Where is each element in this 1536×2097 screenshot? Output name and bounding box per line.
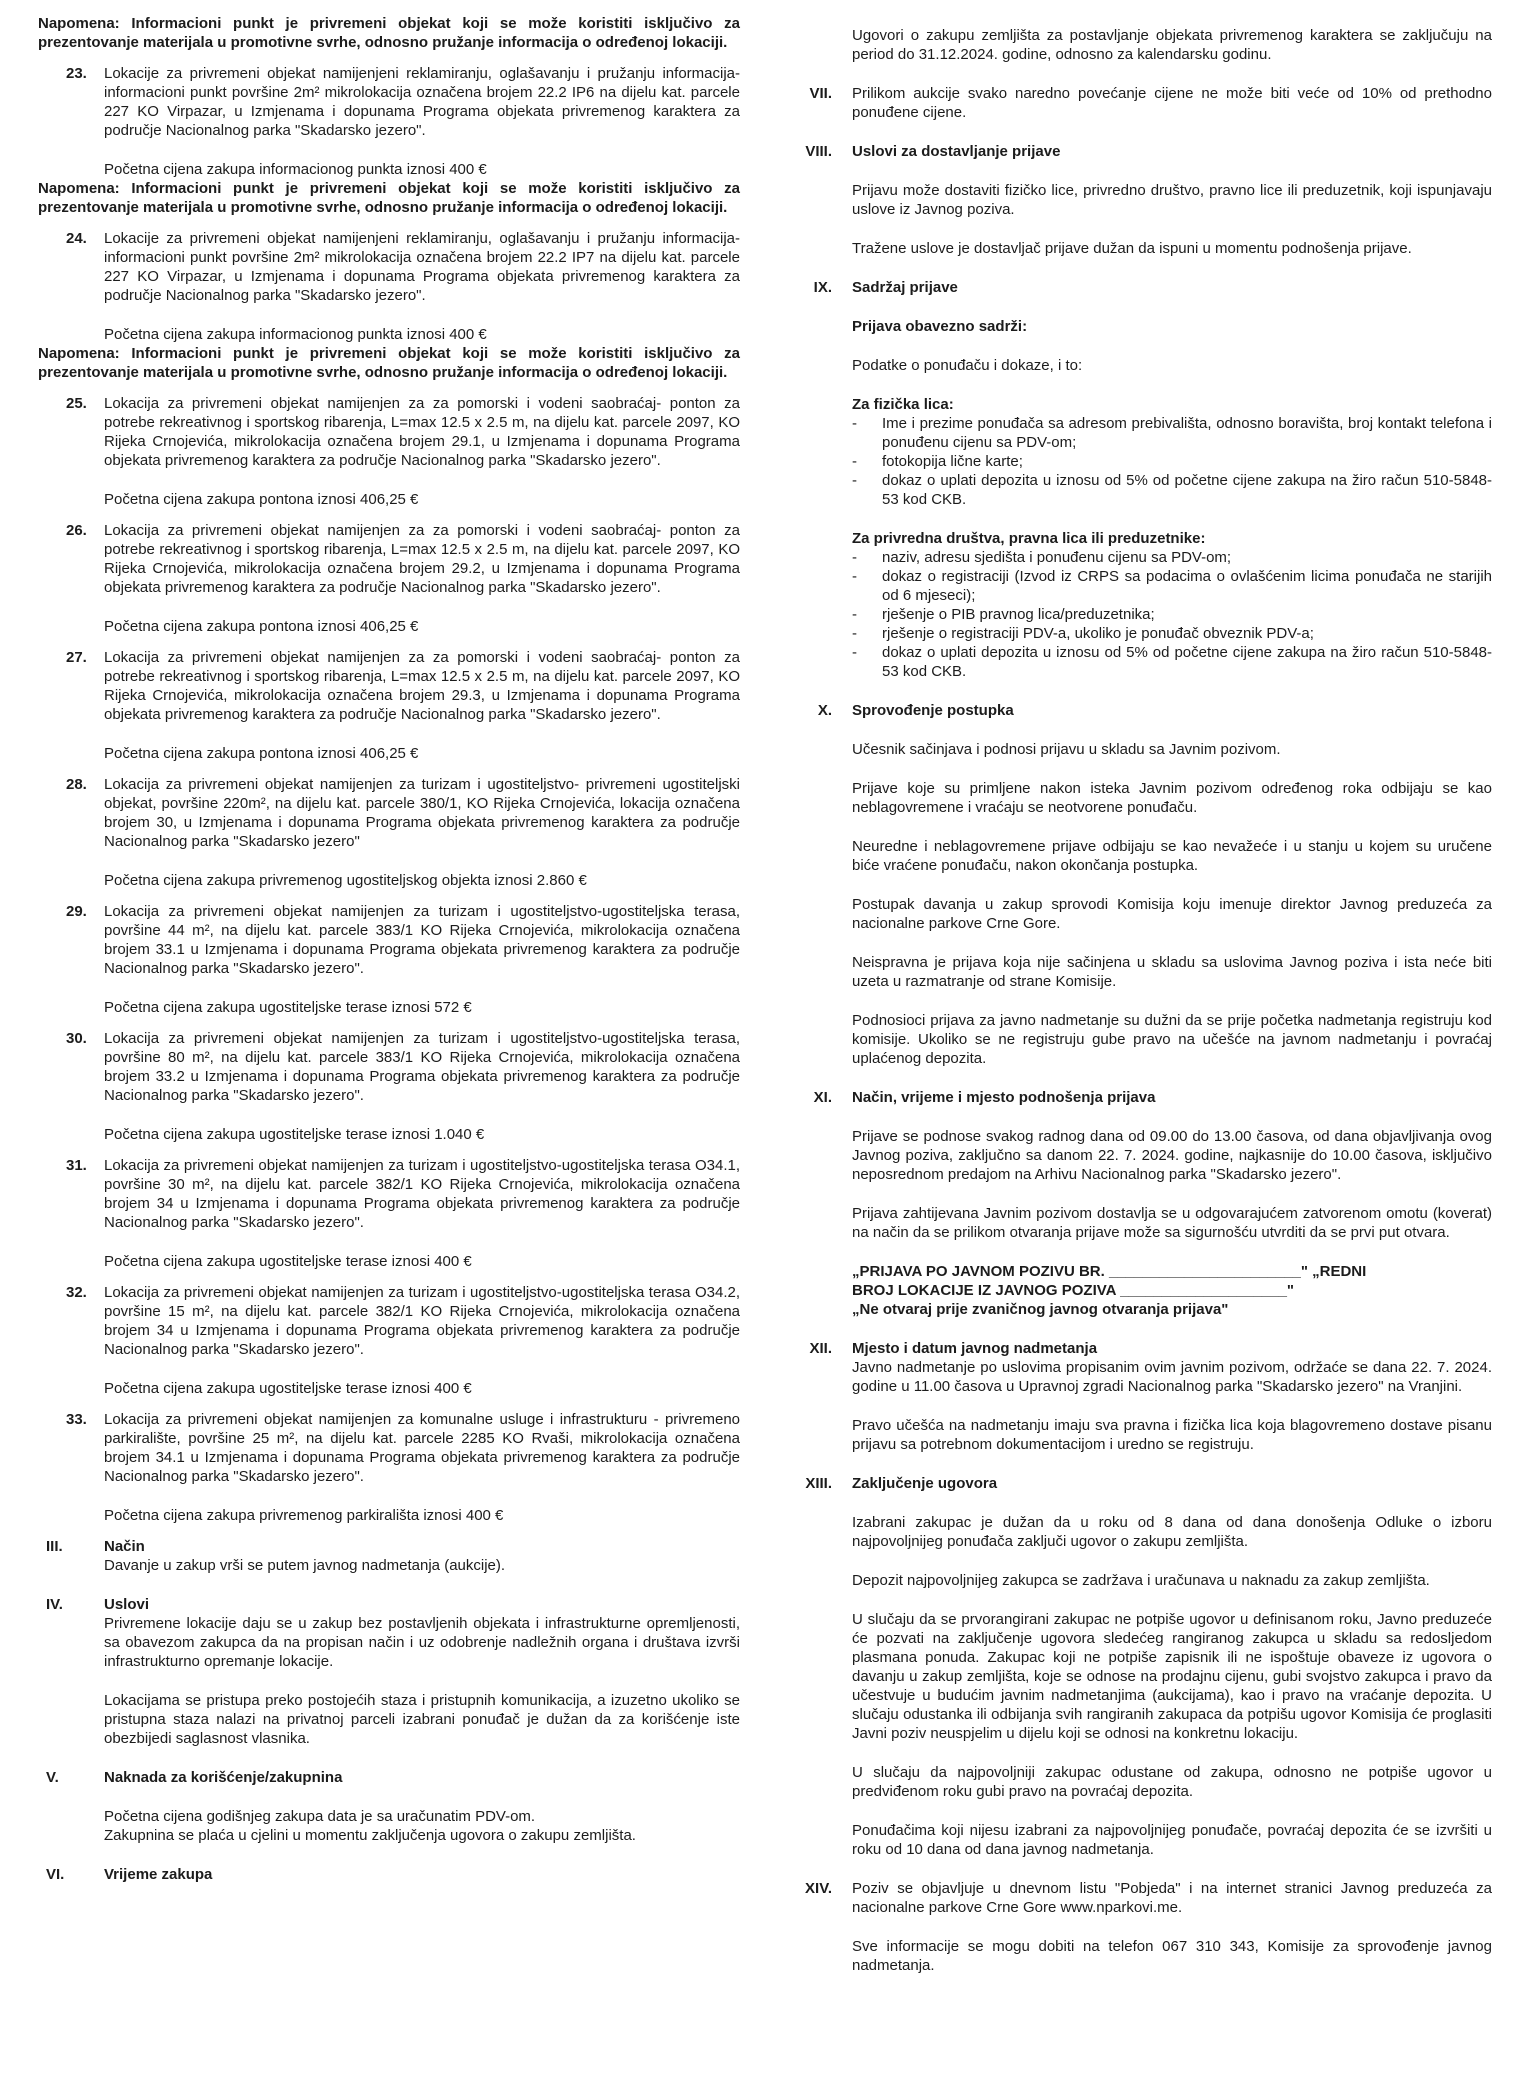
paragraph-group [852, 720, 1492, 1068]
section-number: XIII. [805, 1475, 832, 1492]
lease-item [38, 902, 740, 978]
item-description: Lokacija za privremeni objekat namijenjen za za pomorski i vodeni saobraćaj- ponton za potrebe rekreativnog i sportskog ribarenja, L=max 12.5 x 2.5 m, na dijelu kat. parcele 2097, KO Rijeka Crnojevića, mikrolokacija označena brojem 29.1, u Izmjenama i dopunama Programa objekata privremenog karaktera za područje Nacionalnog parka "Skadarsko jezero". [104, 395, 740, 469]
section-number: VII. [809, 85, 832, 102]
section-xii [780, 1339, 1492, 1454]
subsection-title: Za fizička lica: [852, 396, 954, 413]
item-description: Lokacije za privremeni objekat namijenjeni reklamiranju, oglašavanju i pružanju informacija-informacioni punkt površine 2m² mikrolokacija označena brojem 22.2 IP6 na dijelu kat. parcele 227 KO Virpazar, u Izmjenama i dopunama Programa objekata privremenog karaktera za područje Nacionalnog parka "Skadarsko jezero". [104, 65, 740, 139]
item-description: Lokacija za privremeni objekat namijenjen za turizam i ugostiteljstvo-ugostiteljska terasa O34.2, površine 15 m², na dijelu kat. parcele 382/1 KO Rijeka Crnojevića, mikrolokacija označena brojem 34 u Izmjenama i dopunama Programa objekata privremenog karaktera za područje Nacionalnog parka "Skadarsko jezero". [104, 1284, 740, 1358]
item-description: Lokacija za privremeni objekat namijenjen za turizam i ugostiteljstvo-ugostiteljska terasa, površine 80 m², na dijelu kat. parcele 383/1 KO Rijeka Crnojevića, mikrolokacija označena brojem 33.2 u Izmjenama i dopunama Programa objekata privremenog karaktera za područje Nacionalnog parka "Skadarsko jezero". [104, 1030, 740, 1104]
section-title: Mjesto i datum javnog nadmetanja [852, 1340, 1098, 1357]
paragraph: Postupak davanja u zakup sprovodi Komisija koju imenuje direktor Javnog preduzeća za nacionalne parkove Crne Gore. [852, 896, 1492, 932]
item-description: Lokacija za privremeni objekat namijenjen za za pomorski i vodeni saobraćaj- ponton za potrebe rekreativnog i sportskog ribarenja, L=max 12.5 x 2.5 m, na dijelu kat. parcele 2097, KO Rijeka Crnojevića, mikrolokacija označena brojem 29.3, u Izmjenama i dopunama Programa objekata privremenog karaktera za područje Nacionalnog parka "Skadarsko jezero". [104, 649, 740, 723]
item-number: 33. [66, 1411, 87, 1428]
item-number: 32. [66, 1284, 87, 1301]
item-description: Lokacija za privremeni objekat namijenjen za komunalne usluge i infrastrukturu - privremeno parkiralište, površine 25 m², na dijelu kat. parcele 2285 KO Rvaši, mikrolokacija označena brojem 34.1 u Izmjenama i dopunama Programa objekata privremenog karaktera za područje Nacionalnog parka "Skadarsko jezero". [104, 1411, 740, 1485]
section-title: Uslovi [104, 1596, 150, 1613]
right-column [780, 14, 1492, 1975]
item-description: Lokacija za privremeni objekat namijenjen za za pomorski i vodeni saobraćaj- ponton za potrebe rekreativnog i sportskog ribarenja, L=max 12.5 x 2.5 m, na dijelu kat. parcele 2097, KO Rijeka Crnojevića, mikrolokacija označena brojem 29.2, u Izmjenama i dopunama Programa objekata privremenog karaktera za područje Nacionalnog parka "Skadarsko jezero". [104, 522, 740, 596]
section-xi [780, 1088, 1492, 1319]
section-vi [38, 1865, 740, 1884]
starting-price: Početna cijena zakupa pontona iznosi 406,25 € [104, 491, 419, 508]
section-number: IX. [813, 279, 832, 296]
paragraph: Učesnik sačinjava i podnosi prijavu u skladu sa Javnim pozivom. [852, 741, 1281, 758]
envelope-label-line: „Ne otvaraj prije zvaničnog javnog otvaranja prijava" [852, 1301, 1229, 1318]
section-iv [38, 1595, 740, 1748]
lease-item [38, 394, 740, 470]
starting-price: Početna cijena zakupa ugostiteljske terase iznosi 400 € [104, 1253, 472, 1270]
starting-price: Početna cijena zakupa pontona iznosi 406,25 € [104, 745, 419, 762]
section-number: V. [46, 1769, 59, 1786]
section-number: X. [817, 702, 832, 719]
item-description: Lokacija za privremeni objekat namijenjen za turizam i ugostiteljstvo- privremeni ugostiteljski objekat, površine 220m², na dijelu kat. parcele 380/1, KO Rijeka Crnojevića, lokacija označena brojem 30, u Izmjenama i dopunama Programa objekata privremenog karaktera za područje Nacionalnog parka "Skadarsko jezero" [104, 776, 740, 850]
starting-price: Početna cijena zakupa ugostiteljske terase iznosi 400 € [104, 1380, 472, 1397]
paragraph: Prijave koje su primljene nakon isteka Javnim pozivom određenog roka odbijaju se kao neblagovremene i vraćaju se neotvorene ponuđaču. [852, 780, 1492, 816]
paragraph: Početna cijena godišnjeg zakupa data je sa uračunatim PDV-om. [104, 1808, 536, 1825]
item-description: Lokacija za privremeni objekat namijenjen za turizam i ugostiteljstvo-ugostiteljska terasa, površine 44 m², na dijelu kat. parcele 383/1 KO Rijeka Crnojevića, mikrolokacija označena brojem 33.1 u Izmjenama i dopunama Programa objekata privremenog karaktera za područje Nacionalnog parka "Skadarsko jezero". [104, 903, 740, 977]
section-vii [780, 84, 1492, 122]
section-title: Zaključenje ugovora [852, 1475, 998, 1492]
section-number: XI. [813, 1089, 832, 1106]
paragraph: Prijava zahtijevana Javnim pozivom dostavlja se u odgovarajućem zatvorenom omotu (koverat) na način da se prilikom otvaranja prijave može sa sigurnošću utvrditi da se prvi put otvara. [852, 1205, 1492, 1241]
paragraph: Neuredne i neblagovremene prijave odbijaju se kao nevažeće i u stanju u kojem su uručene biće vraćene ponuđaču, nakon okončanja postupka. [852, 838, 1492, 874]
item-number: 31. [66, 1157, 87, 1174]
companies-list [852, 548, 1492, 681]
subsection-title: Prijava obavezno sadrži: [852, 318, 1028, 335]
section-xiv [780, 1879, 1492, 1975]
section-number: XIV. [805, 1880, 832, 1897]
envelope-label-line: BROJ LOKACIJE IZ JAVNOG POZIVA ____________________" [852, 1282, 1295, 1299]
envelope-label-line: „PRIJAVA PO JAVNOM POZIVU BR. _______________________" „REDNI [852, 1263, 1367, 1280]
section-title: Način [104, 1538, 145, 1555]
list-item: - Ime i prezime ponuđača sa adresom prebivališta, odnosno boravišta, broj kontakt telefona i ponuđenu cijenu sa PDV-om; [852, 414, 1492, 452]
lease-item [38, 775, 740, 851]
item-description: Lokacija za privremeni objekat namijenjen za turizam i ugostiteljstvo-ugostiteljska terasa O34.1, površine 30 m², na dijelu kat. parcele 382/1 KO Rijeka Crnojevića, mikrolokacija označena brojem 34 u Izmjenama i dopunama Programa objekata privremenog karaktera za područje Nacionalnog parka "Skadarsko jezero". [104, 1157, 740, 1231]
note: Napomena: Informacioni punkt je privremeni objekat koji se može koristiti isključivo za prezentovanje materijala u promotivne svrhe, odnosno pružanje informacija o određenoj lokaciji. [38, 15, 740, 51]
section-number: III. [46, 1538, 63, 1555]
item-number: 29. [66, 903, 87, 920]
section-number: IV. [46, 1596, 63, 1613]
starting-price: Početna cijena zakupa privremenog parkirališta iznosi 400 € [104, 1507, 504, 1524]
paragraph: Izabrani zakupac je dužan da u roku od 8 dana od dana donošenja Odluke o izboru najpovoljnijeg ponuđača zaključi ugovor o zakupu zemljišta. [852, 1514, 1492, 1550]
lease-item [38, 1410, 740, 1486]
list-item: - fotokopija lične karte; [852, 452, 1492, 471]
items-list [38, 52, 740, 1525]
item-number: 25. [66, 395, 87, 412]
section-title: Uslovi za dostavljanje prijave [852, 143, 1061, 160]
section-iii [38, 1537, 740, 1575]
lease-item [38, 229, 740, 305]
list-item: - dokaz o uplati depozita u iznosu od 5% od početne cijene zakupa na žiro račun 510-5848-53 kod CKB. [852, 471, 1492, 509]
section-title: Sadržaj prijave [852, 279, 958, 296]
starting-price: Početna cijena zakupa ugostiteljske terase iznosi 572 € [104, 999, 472, 1016]
paragraph: Prijavu može dostaviti fizičko lice, privredno društvo, pravno lice ili preduzetnik, koji ispunjavaju uslove iz Javnog poziva. [852, 182, 1492, 218]
list-item: - dokaz o registraciji (Izvod iz CRPS sa podacima o ovlašćenim licima ponuđača ne starijih od 6 mjeseci); [852, 567, 1492, 605]
paragraph: Neispravna je prijava koja nije sačinjena u skladu sa uslovima Javnog poziva i ista neće biti uzeta u razmatranje od strane Komisije. [852, 954, 1492, 990]
list-item: - dokaz o uplati depozita u iznosu od 5% od početne cijene zakupa na žiro račun 510-5848-53 kod CKB. [852, 643, 1492, 681]
section-ix [780, 278, 1492, 681]
paragraph: U slučaju da se prvorangirani zakupac ne potpiše ugovor u definisanom roku, Javno preduzeće će pozvati na zaključenje ugovora sledećeg rangiranog zakupca u skladu sa redosljedom plasmana ponuda. Zakupac koji ne potpiše zapisnik ili ne ispoštuje obaveze iz ugovora o davanju u zakup zemljišta, koje se odnose na prodajnu cijenu, gubi svojstvo zakupca i pravo da učestvuje u budućim javnim nadmetanjima (aukcijama), kao i pravo na vraćanje depozita. U slučaju odustanka ili odbijanja svih rangiranih zakupaca da potpišu ugovor Komisija će proglasiti Javni poziv neuspjelim u dijelu koji se odnosi na konkretnu lokaciju. [852, 1611, 1492, 1742]
section-title: Vrijeme zakupa [104, 1866, 213, 1883]
lease-item [38, 1156, 740, 1232]
section-number: XII. [809, 1340, 832, 1357]
subsection-title: Za privredna društva, pravna lica ili preduzetnike: [852, 530, 1206, 547]
section-number: VIII. [805, 143, 832, 160]
starting-price: Početna cijena zakupa informacionog punkta iznosi 400 € [104, 161, 487, 178]
lease-item [38, 64, 740, 140]
paragraph-group [852, 1493, 1492, 1859]
section-viii [780, 142, 1492, 258]
paragraph: Javno nadmetanje po uslovima propisanim ovim javnim pozivom, održaće se dana 22. 7. 2024. godine u 11.00 časova u Upravnoj zgradi Nacionalnog parka "Skadarsko jezero" na Vranjini. [852, 1359, 1492, 1395]
section-v [38, 1768, 740, 1845]
list-item: - rješenje o PIB pravnog lica/preduzetnika; [852, 605, 1492, 624]
item-description: Lokacije za privremeni objekat namijenjeni reklamiranju, oglašavanju i pružanju informacija-informacioni punkt površine 2m² mikrolokacija označena brojem 22.2 IP7 na dijelu kat. parcele 227 KO Virpazar, u Izmjenama i dopunama Programa objekata privremenog karaktera za područje Nacionalnog parka "Skadarsko jezero". [104, 230, 740, 304]
lease-item [38, 648, 740, 724]
paragraph: Ponuđačima koji nijesu izabrani za najpovoljnijeg ponuđače, povraćaj depozita će se izvršiti u roku od 10 dana od dana javnog nadmetanja. [852, 1822, 1492, 1858]
lease-item [38, 1029, 740, 1105]
list-item: - rješenje o registraciji PDV-a, ukoliko je ponuđač obveznik PDV-a; [852, 624, 1492, 643]
paragraph: Sve informacije se mogu dobiti na telefon 067 310 343, Komisije za sprovođenje javnog nadmetanja. [852, 1938, 1492, 1974]
starting-price: Početna cijena zakupa pontona iznosi 406,25 € [104, 618, 419, 635]
item-number: 26. [66, 522, 87, 539]
paragraph: Davanje u zakup vrši se putem javnog nadmetanja (aukcije). [104, 1557, 506, 1574]
paragraph: Ugovori o zakupu zemljišta za postavljanje objekata privremenog karaktera se zaključuju na period do 31.12.2024. godine, odnosno za kalendarsku godinu. [852, 27, 1492, 63]
paragraph: U slučaju da najpovoljniji zakupac odustane od zakupa, odnosno ne potpiše ugovor u predviđenom roku gubi pravo na povraćaj depozita. [852, 1764, 1492, 1800]
item-number: 24. [66, 230, 87, 247]
item-number: 27. [66, 649, 87, 666]
lease-item [38, 1283, 740, 1359]
starting-price: Početna cijena zakupa privremenog ugostiteljskog objekta iznosi 2.860 € [104, 872, 587, 889]
paragraph: Pravo učešća na nadmetanju imaju sva pravna i fizička lica koja blagovremeno dostave pisanu prijavu sa potrebnom dokumentacijom i uredno se registruju. [852, 1417, 1492, 1453]
section-xiii [780, 1474, 1492, 1859]
paragraph: Privremene lokacije daju se u zakup bez postavljenih objekata i infrastrukturne opremljenosti, sa obavezom zakupca da na propisan način i uz odobrenje nadležnih organa i društava izvrši infrastrukturno opremanje lokacije. [104, 1615, 740, 1670]
starting-price: Početna cijena zakupa informacionog punkta iznosi 400 € [104, 326, 487, 343]
paragraph: Prilikom aukcije svako naredno povećanje cijene ne može biti veće od 10% od prethodno ponuđene cijene. [852, 85, 1492, 121]
paragraph: Tražene uslove je dostavljač prijave dužan da ispuni u momentu podnošenja prijave. [852, 240, 1412, 257]
item-number: 28. [66, 776, 87, 793]
paragraph: Depozit najpovoljnijeg zakupca se zadržava i uračunava u naknadu za zakup zemljišta. [852, 1572, 1430, 1589]
paragraph: Podatke o ponuđaču i dokaze, i to: [852, 357, 1083, 374]
section-title: Sprovođenje postupka [852, 702, 1014, 719]
lease-item [38, 521, 740, 597]
item-number: 23. [66, 65, 87, 82]
left-column [38, 14, 740, 1884]
note: Napomena: Informacioni punkt je privremeni objekat koji se može koristiti isključivo za prezentovanje materijala u promotivne svrhe, odnosno pružanje informacija o određenoj lokaciji. [38, 180, 740, 216]
section-x [780, 701, 1492, 1068]
section-title: Način, vrijeme i mjesto podnošenja prijava [852, 1089, 1156, 1106]
individuals-list [852, 414, 1492, 509]
paragraph: Lokacijama se pristupa preko postojećih staza i pristupnih komunikacija, a izuzetno ukoliko se pristupna staza nalazi na privatnoj parceli izabrani ponuđač je dužan da za korišćenje iste obezbijedi saglasnost vlasnika. [104, 1692, 740, 1747]
paragraph: Poziv se objavljuje u dnevnom listu "Pobjeda" i na internet stranici Javnog preduzeća za nacionalne parkove Crne Gore www.nparkovi.me. [852, 1880, 1492, 1916]
item-number: 30. [66, 1030, 87, 1047]
starting-price: Početna cijena zakupa ugostiteljske terase iznosi 1.040 € [104, 1126, 485, 1143]
section-number: VI. [46, 1866, 65, 1883]
list-item: - naziv, adresu sjedišta i ponuđenu cijenu sa PDV-om; [852, 548, 1492, 567]
paragraph: Podnosioci prijava za javno nadmetanje su dužni da se prije početka nadmetanja registruju kod komisije. Ukoliko se ne registruju gube pravo na učešće na javnom nadmetanju i povraćaj uplaćenog depozita. [852, 1012, 1492, 1067]
paragraph: Prijave se podnose svakog radnog dana od 09.00 do 13.00 časova, od dana objavljivanja ovog Javnog poziva, zaključno sa danom 22. 7. 2024. godine, najkasnije do 10.00 časova, isključivo neposrednom predajom na Arhivu Nacionalnog parka "Skadarsko jezero". [852, 1128, 1492, 1183]
section-title: Naknada za korišćenje/zakupnina [104, 1769, 343, 1786]
paragraph: Zakupnina se plaća u cjelini u momentu zaključenja ugovora o zakupu zemljišta. [104, 1827, 636, 1844]
note: Napomena: Informacioni punkt je privremeni objekat koji se može koristiti isključivo za prezentovanje materijala u promotivne svrhe, odnosno pružanje informacija o određenoj lokaciji. [38, 345, 740, 381]
